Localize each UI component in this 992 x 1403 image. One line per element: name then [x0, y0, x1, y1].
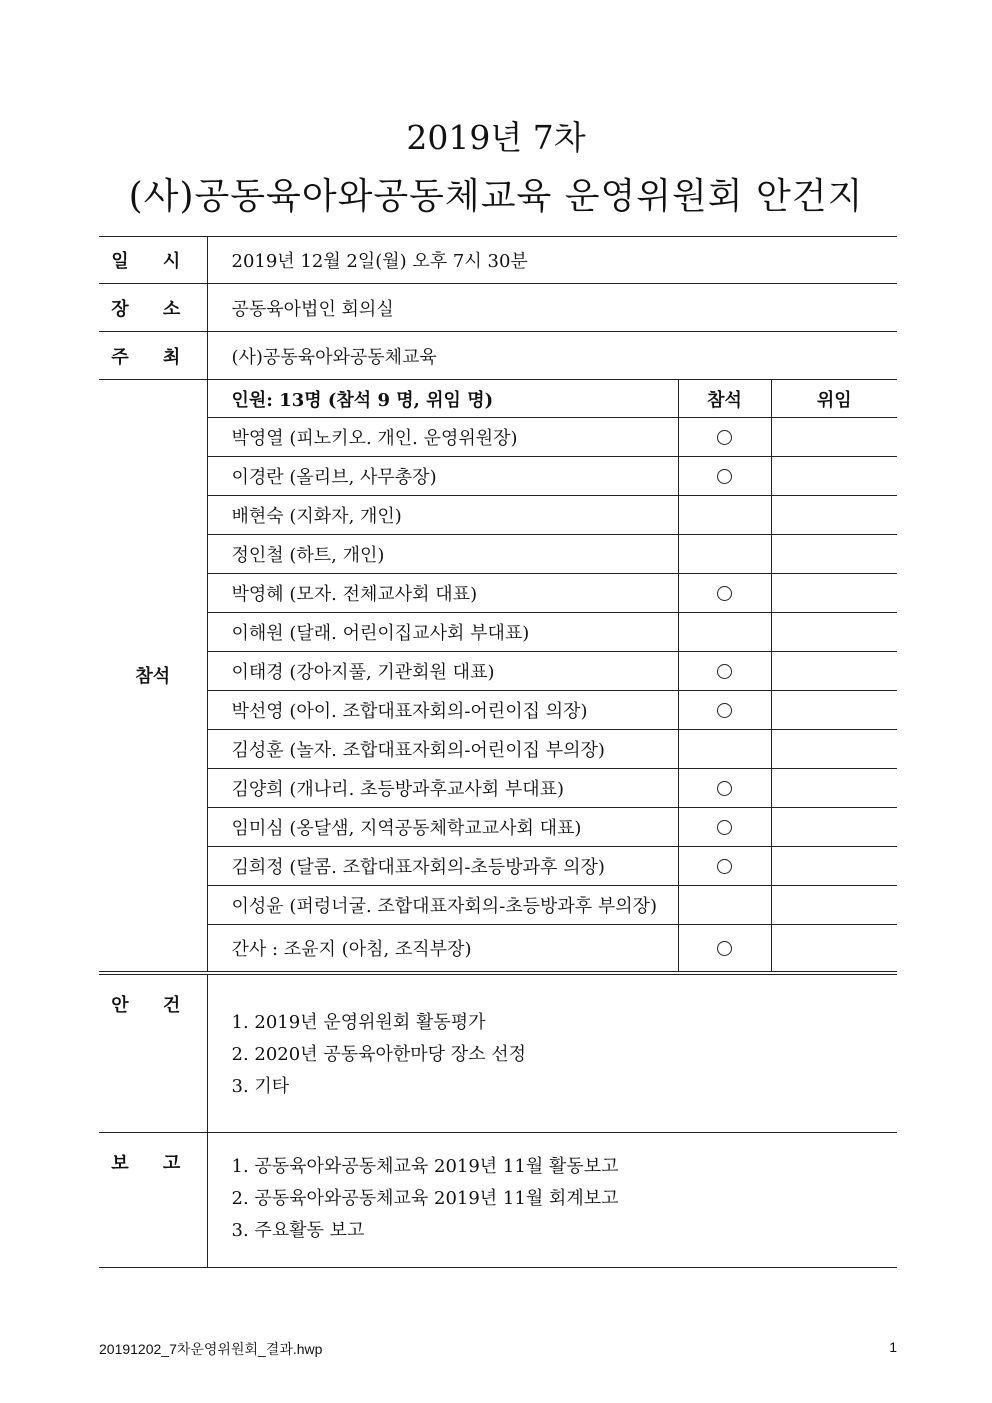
member-attend-cell	[678, 457, 771, 496]
member-proxy-cell	[771, 925, 897, 973]
member-attend-cell	[678, 574, 771, 613]
member-proxy-cell	[771, 886, 897, 925]
report-content	[207, 1133, 897, 1268]
member-attend-cell	[678, 496, 771, 535]
agenda-row	[99, 973, 897, 1133]
proxy-column-header: 위임	[771, 380, 897, 418]
member-attend-cell	[678, 418, 771, 457]
member-name: 이경란 (올리브, 사무총장)	[207, 457, 678, 496]
member-proxy-cell	[771, 496, 897, 535]
member-row	[99, 652, 897, 691]
member-proxy-cell	[771, 730, 897, 769]
attend-column-header: 참석	[678, 380, 771, 418]
member-proxy-cell	[771, 769, 897, 808]
member-attend-cell	[678, 886, 771, 925]
report-item: 3. 주요활동 보고	[231, 1220, 365, 1241]
host-row	[99, 332, 897, 380]
place-row	[99, 284, 897, 332]
member-proxy-cell	[771, 808, 897, 847]
report-list	[208, 1151, 898, 1247]
date-label: 일 시	[99, 237, 207, 284]
member-name: 정인철 (하트, 개인)	[207, 535, 678, 574]
member-name: 이태경 (강아지풀, 기관회원 대표)	[207, 652, 678, 691]
member-row	[99, 925, 897, 973]
member-name: 배현숙 (지화자, 개인)	[207, 496, 678, 535]
agenda-content	[207, 973, 897, 1133]
member-name: 박영열 (피노키오. 개인. 운영위원장)	[207, 418, 678, 457]
member-attend-cell	[678, 613, 771, 652]
footer-page-number: 1	[889, 1339, 897, 1355]
circle-mark-icon	[717, 941, 732, 956]
place-value: 공동육아법인 회의실	[207, 284, 897, 332]
circle-mark-icon	[717, 586, 732, 601]
circle-mark-icon	[717, 664, 732, 679]
member-name: 이성윤 (퍼렁너굴. 조합대표자회의-초등방과후 부의장)	[207, 886, 678, 925]
member-row	[99, 496, 897, 535]
attendance-summary: 인원: 13명 (참석 9 명, 위임 명)	[207, 380, 678, 418]
host-label: 주 최	[99, 332, 207, 380]
member-row	[99, 613, 897, 652]
member-name: 박영혜 (모자. 전체교사회 대표)	[207, 574, 678, 613]
member-proxy-cell	[771, 652, 897, 691]
member-proxy-cell	[771, 574, 897, 613]
circle-mark-icon	[717, 469, 732, 484]
member-proxy-cell	[771, 418, 897, 457]
agenda-item: 3. 기타	[231, 1075, 290, 1097]
attendance-label: 참석	[99, 380, 207, 973]
footer-filename: 20191202_7차운영위원회_결과.hwp	[99, 1341, 323, 1357]
member-name: 김성훈 (놀자. 조합대표자회의-어린이집 부의장)	[207, 730, 678, 769]
member-name: 간사 : 조윤지 (아침, 조직부장)	[207, 925, 678, 973]
member-attend-cell	[678, 925, 771, 973]
member-name: 이해원 (달래. 어린이집교사회 부대표)	[207, 613, 678, 652]
circle-mark-icon	[717, 430, 732, 445]
member-attend-cell	[678, 847, 771, 886]
member-row	[99, 730, 897, 769]
agenda-list	[208, 1007, 898, 1103]
member-name: 임미심 (옹달샘, 지역공동체학교교사회 대표)	[207, 808, 678, 847]
member-attend-cell	[678, 808, 771, 847]
member-attend-cell	[678, 691, 771, 730]
document-title-line2: (사)공동육아와공동체교육 운영위원회 안건지	[128, 176, 864, 217]
report-item: 1. 공동육아와공동체교육 2019년 11월 활동보고	[231, 1156, 619, 1177]
report-item: 2. 공동육아와공동체교육 2019년 11월 회계보고	[231, 1188, 619, 1209]
member-proxy-cell	[771, 847, 897, 886]
date-row	[99, 237, 897, 284]
member-name: 김양희 (개나리. 초등방과후교사회 부대표)	[207, 769, 678, 808]
member-attend-cell	[678, 652, 771, 691]
member-row	[99, 769, 897, 808]
agenda-table	[99, 236, 897, 1268]
member-proxy-cell	[771, 613, 897, 652]
agenda-item: 1. 2019년 운영위원회 활동평가	[231, 1011, 486, 1033]
member-row	[99, 847, 897, 886]
agenda-item: 2. 2020년 공동육아한마당 장소 선정	[231, 1043, 527, 1065]
member-row	[99, 457, 897, 496]
place-label: 장 소	[99, 284, 207, 332]
member-attend-cell	[678, 535, 771, 574]
circle-mark-icon	[717, 703, 732, 718]
member-name: 김희정 (달콤. 조합대표자회의-초등방과후 의장)	[207, 847, 678, 886]
member-row	[99, 886, 897, 925]
circle-mark-icon	[717, 781, 732, 796]
host-value: (사)공동육아와공동체교육	[207, 332, 897, 380]
member-attend-cell	[678, 769, 771, 808]
member-attend-cell	[678, 730, 771, 769]
member-row	[99, 574, 897, 613]
attendance-header-row	[99, 380, 897, 418]
document-title-line1: 2019년 7차	[406, 118, 586, 157]
report-row	[99, 1133, 897, 1268]
circle-mark-icon	[717, 859, 732, 874]
member-row	[99, 418, 897, 457]
agenda-label: 안 건	[99, 973, 207, 1133]
member-proxy-cell	[771, 691, 897, 730]
member-name: 박선영 (아이. 조합대표자회의-어린이집 의장)	[207, 691, 678, 730]
date-value: 2019년 12월 2일(월) 오후 7시 30분	[207, 237, 897, 284]
member-row	[99, 808, 897, 847]
member-proxy-cell	[771, 457, 897, 496]
member-row	[99, 691, 897, 730]
member-proxy-cell	[771, 535, 897, 574]
member-row	[99, 535, 897, 574]
report-label: 보 고	[99, 1133, 207, 1268]
circle-mark-icon	[717, 820, 732, 835]
